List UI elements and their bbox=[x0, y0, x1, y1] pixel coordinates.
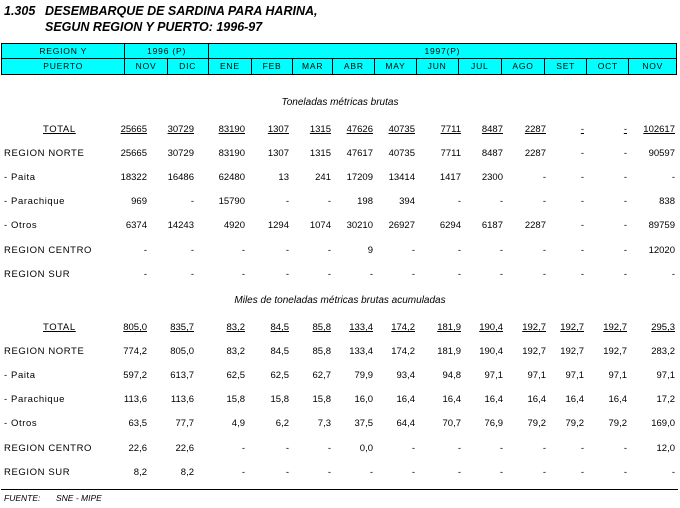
table-cell: 1315 bbox=[309, 148, 331, 159]
table-row bbox=[0, 322, 680, 338]
table-cell: 84,5 bbox=[270, 346, 289, 357]
header-month-8: JUL bbox=[458, 59, 501, 75]
row-label: - Parachique bbox=[4, 196, 66, 207]
table-cell: 805,0 bbox=[170, 346, 194, 357]
table-cell: - bbox=[457, 196, 461, 207]
table-cell: - bbox=[499, 269, 503, 280]
table-cell: - bbox=[580, 245, 584, 256]
table-cell: 7,3 bbox=[317, 418, 331, 429]
table-cell: 77,7 bbox=[175, 418, 194, 429]
row-label: - Parachique bbox=[4, 394, 66, 405]
table-cell: - bbox=[542, 196, 546, 207]
table-cell: - bbox=[542, 269, 546, 280]
table-cell: 47626 bbox=[346, 124, 373, 135]
table-cell: 9 bbox=[367, 245, 373, 256]
table-cell: 969 bbox=[131, 196, 147, 207]
row-label: REGION SUR bbox=[4, 467, 71, 478]
row-label: - Paita bbox=[4, 172, 36, 183]
table-cell: - bbox=[542, 443, 546, 454]
table-cell: - bbox=[580, 148, 584, 159]
table-cell: - bbox=[542, 172, 546, 183]
table-cell: 190,4 bbox=[479, 346, 503, 357]
table-cell: 16,4 bbox=[608, 394, 627, 405]
table-row bbox=[0, 346, 680, 362]
table-cell: - bbox=[411, 269, 415, 280]
table-cell: - bbox=[457, 269, 461, 280]
table-cell: 192,7 bbox=[560, 322, 584, 333]
header-month-4: MAR bbox=[293, 59, 333, 75]
source-value: SNE - MIPE bbox=[56, 493, 102, 503]
table-cell: 8487 bbox=[481, 148, 503, 159]
table-cell: 12,0 bbox=[656, 443, 675, 454]
table-cell: 22,6 bbox=[128, 443, 147, 454]
table-cell: - bbox=[499, 443, 503, 454]
table-cell: - bbox=[369, 269, 373, 280]
table-cell: - bbox=[671, 467, 675, 478]
table-cell: - bbox=[623, 124, 627, 135]
table-cell: - bbox=[143, 269, 147, 280]
table-cell: - bbox=[457, 245, 461, 256]
table-cell: - bbox=[623, 220, 627, 231]
table-cell: 2287 bbox=[524, 124, 546, 135]
table-cell: - bbox=[499, 196, 503, 207]
table-cell: 4920 bbox=[223, 220, 245, 231]
table-cell: - bbox=[580, 220, 584, 231]
row-label: TOTAL bbox=[43, 322, 76, 333]
table-cell: - bbox=[411, 467, 415, 478]
table-cell: 4,9 bbox=[231, 418, 245, 429]
table-cell: - bbox=[580, 196, 584, 207]
table-cell: - bbox=[411, 245, 415, 256]
table-cell: 174,2 bbox=[391, 346, 415, 357]
table-cell: 16486 bbox=[167, 172, 194, 183]
table-cell: - bbox=[285, 245, 289, 256]
table-cell: 40735 bbox=[388, 148, 415, 159]
table-cell: 181,9 bbox=[437, 346, 461, 357]
section-title: Toneladas métricas brutas bbox=[281, 97, 399, 108]
table-cell: 30210 bbox=[346, 220, 373, 231]
table-cell: 13 bbox=[278, 172, 289, 183]
table-cell: 6,2 bbox=[275, 418, 289, 429]
row-label: - Otros bbox=[4, 220, 38, 231]
header-puerto-label: PUERTO bbox=[2, 59, 125, 75]
table-cell: - bbox=[542, 245, 546, 256]
table-cell: - bbox=[285, 269, 289, 280]
header-month-10: SET bbox=[545, 59, 587, 75]
header-region-label: REGION Y bbox=[2, 44, 125, 59]
table-cell: 835,7 bbox=[170, 322, 194, 333]
table-cell: 7711 bbox=[440, 124, 461, 135]
table-cell: 198 bbox=[357, 196, 373, 207]
table-cell: 133,4 bbox=[349, 322, 373, 333]
table-cell: 97,1 bbox=[608, 370, 627, 381]
source-note bbox=[4, 493, 102, 503]
table-cell: 85,8 bbox=[312, 346, 331, 357]
table-cell: 2287 bbox=[524, 148, 546, 159]
header-month-5: ABR bbox=[333, 59, 375, 75]
row-label: TOTAL bbox=[43, 124, 76, 135]
table-cell: - bbox=[411, 443, 415, 454]
table-cell: - bbox=[285, 443, 289, 454]
table-cell: 84,5 bbox=[270, 322, 289, 333]
table-cell: - bbox=[285, 196, 289, 207]
table-cell: 15790 bbox=[218, 196, 245, 207]
table-cell: - bbox=[241, 269, 245, 280]
table-row bbox=[0, 245, 680, 261]
table-cell: 15,8 bbox=[312, 394, 331, 405]
table-cell: 597,2 bbox=[123, 370, 147, 381]
table-cell: 18322 bbox=[120, 172, 147, 183]
table-cell: - bbox=[542, 467, 546, 478]
table-cell: - bbox=[143, 245, 147, 256]
table-cell: 774,2 bbox=[123, 346, 147, 357]
table-cell: 181,9 bbox=[437, 322, 461, 333]
table-cell: 192,7 bbox=[603, 346, 627, 357]
source-label: FUENTE: bbox=[4, 493, 41, 503]
table-cell: 133,4 bbox=[349, 346, 373, 357]
row-label: REGION CENTRO bbox=[4, 443, 93, 454]
table-cell: 0,0 bbox=[359, 443, 373, 454]
table-cell: 79,2 bbox=[565, 418, 584, 429]
table-cell: - bbox=[457, 467, 461, 478]
table-cell: 62,7 bbox=[312, 370, 331, 381]
table-cell: 16,4 bbox=[565, 394, 584, 405]
header-month-2: ENE bbox=[208, 59, 251, 75]
table-title-line1 bbox=[4, 4, 317, 18]
table-cell: 30729 bbox=[167, 148, 194, 159]
table-cell: 79,2 bbox=[608, 418, 627, 429]
table-cell: - bbox=[623, 148, 627, 159]
table-row bbox=[0, 467, 680, 483]
table-cell: 190,4 bbox=[479, 322, 503, 333]
table-cell: 25665 bbox=[120, 124, 147, 135]
header-month-6: MAY bbox=[375, 59, 416, 75]
table-cell: 97,1 bbox=[656, 370, 675, 381]
table-cell: 241 bbox=[315, 172, 331, 183]
table-cell: 76,9 bbox=[484, 418, 503, 429]
table-cell: 70,7 bbox=[442, 418, 461, 429]
table-row bbox=[0, 269, 680, 285]
table-cell: 64,4 bbox=[396, 418, 415, 429]
table-cell: - bbox=[327, 467, 331, 478]
table-cell: 16,4 bbox=[396, 394, 415, 405]
header-grid bbox=[1, 43, 677, 75]
table-cell: 79,2 bbox=[527, 418, 546, 429]
table-cell: 16,4 bbox=[442, 394, 461, 405]
table-cell: 93,4 bbox=[396, 370, 415, 381]
header-year-1996: 1996 (P) bbox=[125, 44, 208, 59]
table-cell: - bbox=[623, 443, 627, 454]
table-cell: 47617 bbox=[346, 148, 373, 159]
row-label: - Paita bbox=[4, 370, 36, 381]
table-cell: 805,0 bbox=[123, 322, 147, 333]
table-cell: 83,2 bbox=[226, 346, 245, 357]
table-cell: 1074 bbox=[309, 220, 331, 231]
table-cell: - bbox=[580, 467, 584, 478]
table-cell: 1417 bbox=[439, 172, 461, 183]
row-label: - Otros bbox=[4, 418, 38, 429]
table-cell: 12020 bbox=[648, 245, 675, 256]
table-cell: 26927 bbox=[388, 220, 415, 231]
header-month-11: OCT bbox=[587, 59, 629, 75]
title-text-line1: DESEMBARQUE DE SARDINA PARA HARINA, bbox=[45, 4, 318, 18]
table-cell: 25665 bbox=[120, 148, 147, 159]
table-cell: 2300 bbox=[481, 172, 503, 183]
table-cell: 102617 bbox=[643, 124, 675, 135]
table-cell: 8,2 bbox=[133, 467, 147, 478]
table-cell: 192,7 bbox=[522, 346, 546, 357]
header-month-3: FEB bbox=[251, 59, 292, 75]
table-cell: 174,2 bbox=[391, 322, 415, 333]
table-cell: 1315 bbox=[309, 124, 331, 135]
table-cell: 192,7 bbox=[522, 322, 546, 333]
table-cell: - bbox=[190, 196, 194, 207]
table-cell: 97,1 bbox=[565, 370, 584, 381]
table-cell: 113,6 bbox=[123, 394, 147, 405]
table-cell: - bbox=[671, 172, 675, 183]
table-cell: 838 bbox=[659, 196, 675, 207]
table-cell: 37,5 bbox=[354, 418, 373, 429]
table-cell: - bbox=[457, 443, 461, 454]
table-cell: - bbox=[671, 269, 675, 280]
row-label: REGION SUR bbox=[4, 269, 71, 280]
table-cell: 62,5 bbox=[226, 370, 245, 381]
table-cell: 97,1 bbox=[484, 370, 503, 381]
table-cell: - bbox=[327, 443, 331, 454]
table-cell: - bbox=[580, 269, 584, 280]
title-text-line2: SEGUN REGION Y PUERTO: 1996-97 bbox=[45, 20, 263, 34]
row-label: REGION NORTE bbox=[4, 346, 85, 357]
table-row bbox=[0, 220, 680, 236]
table-cell: - bbox=[499, 467, 503, 478]
table-cell: - bbox=[623, 245, 627, 256]
table-cell: 14243 bbox=[167, 220, 194, 231]
table-row bbox=[0, 370, 680, 386]
row-label: REGION NORTE bbox=[4, 148, 85, 159]
table-cell: - bbox=[499, 245, 503, 256]
table-cell: 40735 bbox=[388, 124, 415, 135]
table-number: 1.305 bbox=[4, 4, 36, 18]
table-cell: 1307 bbox=[267, 124, 289, 135]
table-cell: 16,4 bbox=[527, 394, 546, 405]
table-cell: 83190 bbox=[218, 148, 245, 159]
table-cell: 15,8 bbox=[270, 394, 289, 405]
table-cell: 94,8 bbox=[442, 370, 461, 381]
table-cell: 113,6 bbox=[170, 394, 194, 405]
table-cell: 83,2 bbox=[226, 322, 245, 333]
table-cell: 1307 bbox=[267, 148, 289, 159]
header-month-12: NOV bbox=[629, 59, 677, 75]
table-cell: 192,7 bbox=[603, 322, 627, 333]
table-cell: - bbox=[327, 196, 331, 207]
table-cell: 16,4 bbox=[484, 394, 503, 405]
table-cell: 83190 bbox=[218, 124, 245, 135]
table-cell: 613,7 bbox=[170, 370, 194, 381]
table-cell: 6294 bbox=[439, 220, 461, 231]
table-cell: - bbox=[241, 245, 245, 256]
table-cell: 7711 bbox=[440, 148, 461, 159]
table-cell: - bbox=[190, 269, 194, 280]
table-cell: 63,5 bbox=[128, 418, 147, 429]
table-cell: 13414 bbox=[388, 172, 415, 183]
table-cell: 62480 bbox=[218, 172, 245, 183]
table-cell: - bbox=[623, 467, 627, 478]
table-cell: - bbox=[241, 443, 245, 454]
header-month-0: NOV bbox=[125, 59, 167, 75]
table-row bbox=[0, 196, 680, 212]
table-row bbox=[0, 172, 680, 188]
table-cell: 169,0 bbox=[651, 418, 675, 429]
table-cell: - bbox=[580, 172, 584, 183]
table-cell: 283,2 bbox=[651, 346, 675, 357]
header-year-1997: 1997(P) bbox=[208, 44, 676, 59]
table-title-line2 bbox=[4, 20, 262, 34]
table-cell: 1294 bbox=[267, 220, 289, 231]
header-month-1: DIC bbox=[167, 59, 208, 75]
table-cell: 85,8 bbox=[312, 322, 331, 333]
table-cell: - bbox=[623, 196, 627, 207]
table-cell: 16,0 bbox=[354, 394, 373, 405]
bottom-rule bbox=[1, 489, 678, 490]
table-cell: - bbox=[327, 269, 331, 280]
table-cell: 79,9 bbox=[354, 370, 373, 381]
table-cell: - bbox=[580, 124, 584, 135]
table-cell: 30729 bbox=[167, 124, 194, 135]
table-cell: 8,2 bbox=[180, 467, 194, 478]
table-cell: 90597 bbox=[648, 148, 675, 159]
table-cell: 295,3 bbox=[651, 322, 675, 333]
table-row bbox=[0, 443, 680, 459]
table-cell: - bbox=[327, 245, 331, 256]
table-cell: 394 bbox=[399, 196, 415, 207]
table-cell: 192,7 bbox=[560, 346, 584, 357]
table-row bbox=[0, 148, 680, 164]
table-cell: - bbox=[285, 467, 289, 478]
header-month-7: JUN bbox=[416, 59, 458, 75]
table-row bbox=[0, 418, 680, 434]
table-cell: 62,5 bbox=[270, 370, 289, 381]
table-cell: 22,6 bbox=[175, 443, 194, 454]
table-cell: 17209 bbox=[346, 172, 373, 183]
table-cell: - bbox=[369, 467, 373, 478]
table-cell: 15,8 bbox=[226, 394, 245, 405]
table-cell: 6187 bbox=[481, 220, 503, 231]
table-cell: 89759 bbox=[648, 220, 675, 231]
table-cell: 2287 bbox=[524, 220, 546, 231]
table-cell: - bbox=[623, 269, 627, 280]
table-cell: 17,2 bbox=[656, 394, 675, 405]
table-cell: - bbox=[190, 245, 194, 256]
table-cell: 97,1 bbox=[527, 370, 546, 381]
table-cell: - bbox=[580, 443, 584, 454]
table-cell: 8487 bbox=[481, 124, 503, 135]
table-cell: 6374 bbox=[125, 220, 147, 231]
row-label: REGION CENTRO bbox=[4, 245, 93, 256]
section-title: Miles de toneladas métricas brutas acumuladas bbox=[234, 295, 446, 306]
table-cell: - bbox=[241, 467, 245, 478]
table-row bbox=[0, 394, 680, 410]
table-row bbox=[0, 124, 680, 140]
header-month-9: AGO bbox=[501, 59, 544, 75]
table-cell: - bbox=[623, 172, 627, 183]
